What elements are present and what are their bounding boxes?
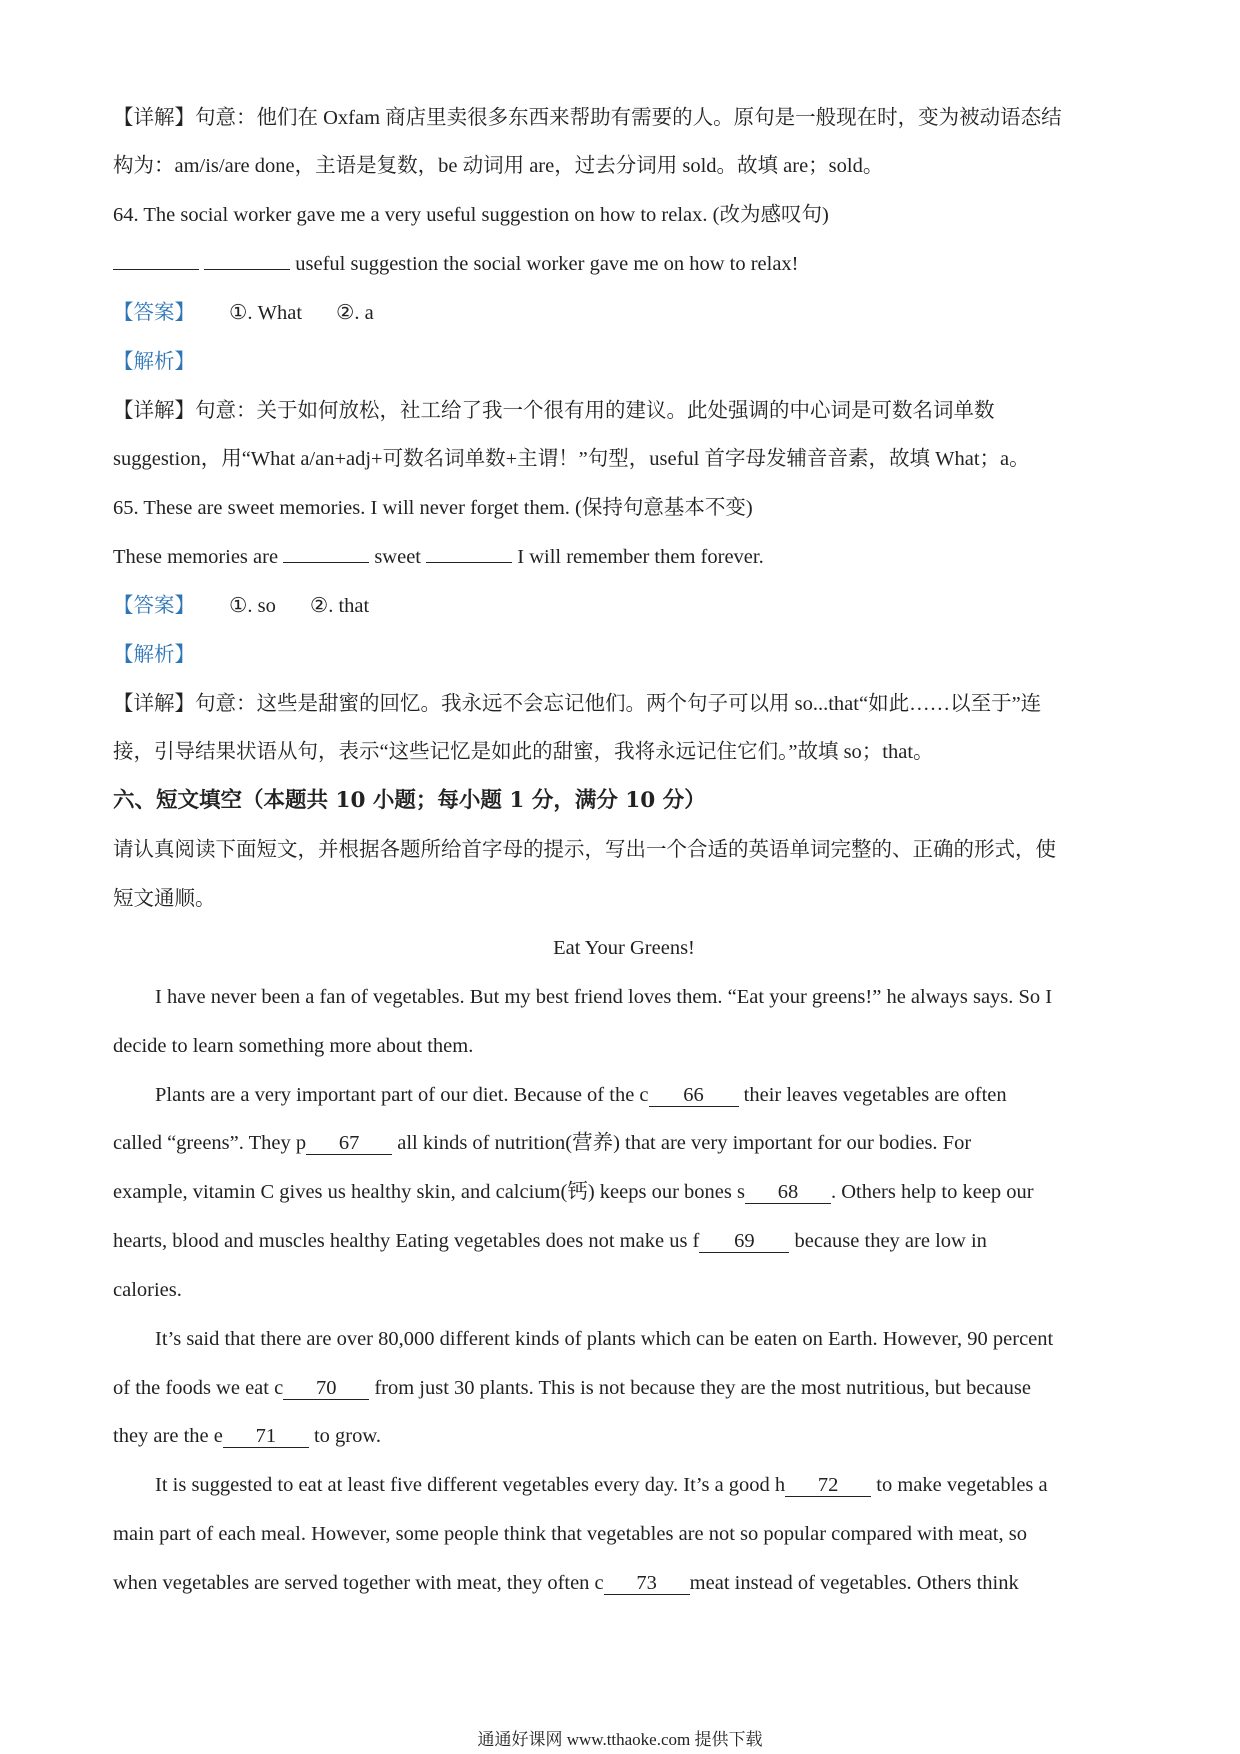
q65-answer xyxy=(113,591,1135,621)
section-instruction-line-2: 短文通顺。 xyxy=(113,888,216,910)
passage-line: hearts, blood and muscles healthy Eating vegetables does not make us f 69 because they are low in xyxy=(113,1230,987,1252)
passage-line: I have never been a fan of vegetables. But my best friend loves them. “Eat your greens!” he always says. So I xyxy=(155,986,1053,1008)
answer-1: ①. so xyxy=(229,595,276,617)
passage-line: of the foods we eat c 70 from just 30 plants. This is not because they are the most nutritious, but because xyxy=(113,1377,1031,1399)
answer-2: ②. a xyxy=(336,302,374,324)
q64-answer xyxy=(113,298,1135,328)
q65-fill-a: These memories are xyxy=(113,546,284,568)
blank xyxy=(113,269,199,270)
blank-67: 67 xyxy=(306,1132,392,1155)
q63-detail-line-1: 【详解】句意：他们在 Oxfam 商店里卖很多东西来帮助有需要的人。原句是一般现在时，变为被动语态结 xyxy=(113,107,1062,129)
blank-71: 71 xyxy=(223,1425,309,1448)
q64-fill-text: useful suggestion the social worker gave me on how to relax! xyxy=(290,253,799,275)
q65-fill-b: sweet xyxy=(369,546,427,568)
passage-line: main part of each meal. However, some people think that vegetables are not so popular compared with meat, so xyxy=(113,1523,1027,1545)
section-heading: 六、短文填空（本题共 10 小题；每小题 1 分，满分 10 分） xyxy=(113,788,706,813)
blank xyxy=(426,562,512,563)
passage-line: calories. xyxy=(113,1279,182,1301)
q65-question: 65. These are sweet memories. I will never forget them. (保持句意基本不变) xyxy=(113,497,753,519)
passage-line: called “greens”. They p 67 all kinds of nutrition(营养) that are very important for our bodies. For xyxy=(113,1132,972,1154)
q63-detail-line-2: 构为：am/is/are done，主语是复数，be 动词用 are，过去分词用 sold。故填 are；sold。 xyxy=(113,155,884,177)
q65-fill-line xyxy=(113,542,1135,572)
blank-69: 69 xyxy=(699,1230,789,1253)
blank-70: 70 xyxy=(283,1377,369,1400)
passage-line: It is suggested to eat at least five different vegetables every day. It’s a good h 72 to make vegetables a xyxy=(155,1474,1048,1496)
answer-2: ②. that xyxy=(309,595,370,617)
answer-tag: 【答案】 xyxy=(113,595,195,617)
blank-72: 72 xyxy=(785,1474,871,1497)
passage-title: Eat Your Greens! xyxy=(553,937,695,959)
passage-line: It’s said that there are over 80,000 different kinds of plants which can be eaten on Earth. However, 90 percent xyxy=(155,1328,1054,1350)
blank xyxy=(283,562,369,563)
q64-analysis-tag: 【解析】 xyxy=(113,351,195,373)
passage-line: example, vitamin C gives us healthy skin, and calcium(钙) keeps our bones s 68 . Others help to keep our xyxy=(113,1181,1034,1203)
blank-66: 66 xyxy=(649,1084,739,1107)
q65-analysis-tag: 【解析】 xyxy=(113,644,195,666)
q64-detail-line-1: 【详解】句意：关于如何放松，社工给了我一个很有用的建议。此处强调的中心词是可数名词单数 xyxy=(113,400,995,422)
q64-question: 64. The social worker gave me a very useful suggestion on how to relax. (改为感叹句) xyxy=(113,204,829,226)
answer-tag: 【答案】 xyxy=(113,302,195,324)
answer-1: ①. What xyxy=(229,302,303,324)
passage-line: decide to learn something more about them. xyxy=(113,1035,474,1057)
q64-fill-line xyxy=(113,249,1135,279)
passage-line: they are the e 71 to grow. xyxy=(113,1425,381,1447)
blank-68: 68 xyxy=(745,1181,831,1204)
section-instruction-line-1: 请认真阅读下面短文，并根据各题所给首字母的提示，写出一个合适的英语单词完整的、正确的形式，使 xyxy=(113,839,1056,861)
page-footer: 通通好课网 www.tthaoke.com 提供下载 xyxy=(477,1730,763,1749)
q65-fill-c: I will remember them forever. xyxy=(512,546,764,568)
passage-line: when vegetables are served together with meat, they often c 73 meat instead of vegetables. Others think xyxy=(113,1572,1019,1594)
blank xyxy=(204,269,290,270)
blank-73: 73 xyxy=(604,1572,690,1595)
q65-detail-line-2: 接，引导结果状语从句，表示“这些记忆是如此的甜蜜，我将永远记住它们。”故填 so；that。 xyxy=(113,741,934,763)
passage-line: Plants are a very important part of our diet. Because of the c 66 their leaves vegetables are often xyxy=(155,1084,1007,1106)
q64-detail-line-2: suggestion，用“What a/an+adj+可数名词单数+主谓！”句型，useful 首字母发辅音音素，故填 What；a。 xyxy=(113,448,1030,470)
q65-detail-line-1: 【详解】句意：这些是甜蜜的回忆。我永远不会忘记他们。两个句子可以用 so...that“如此……以至于”连 xyxy=(113,693,1042,715)
